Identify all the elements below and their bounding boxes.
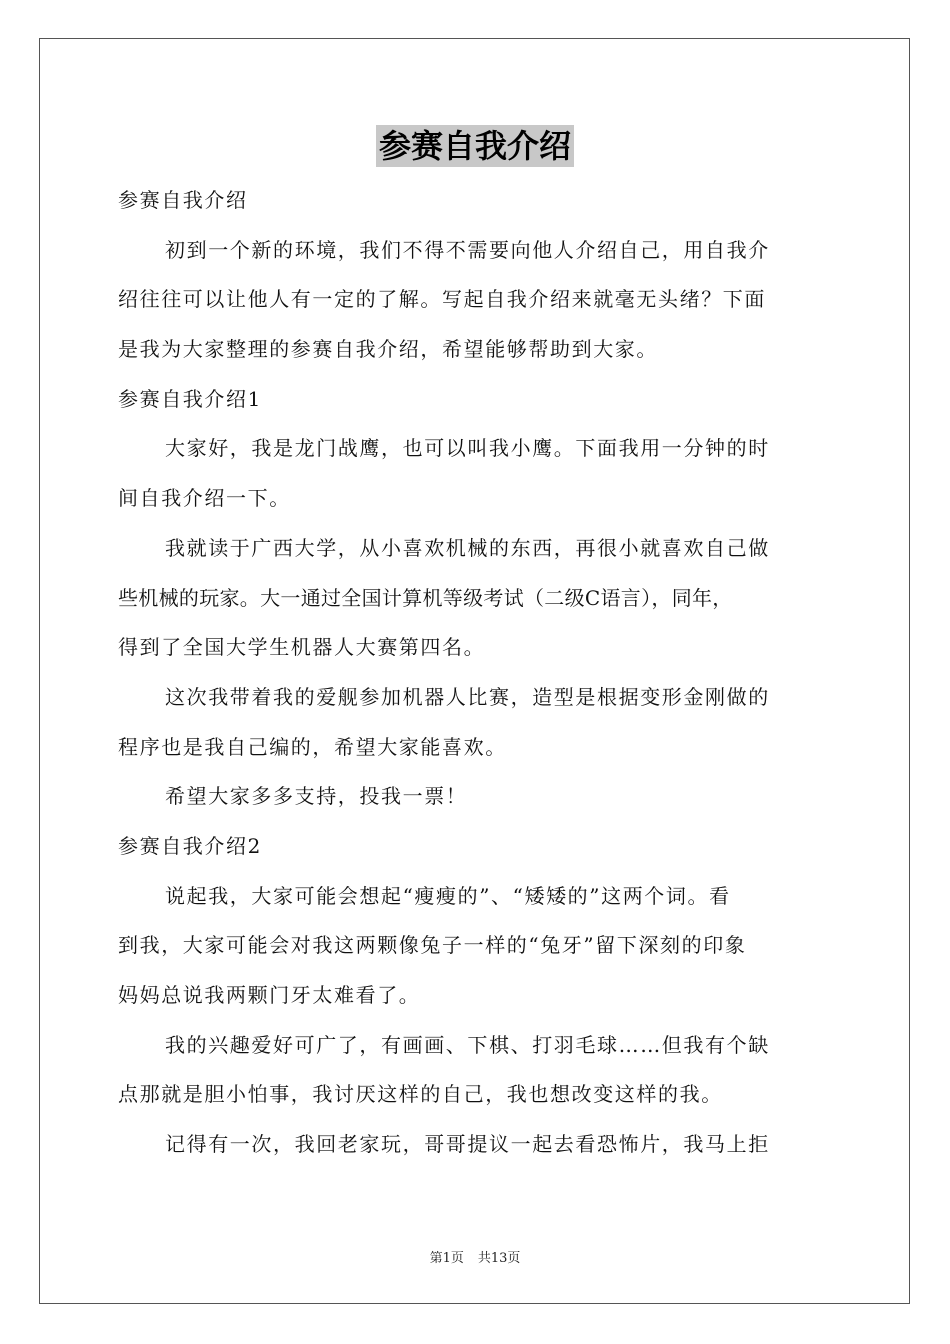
text-line: 些机械的玩家。大一通过全国计算机等级考试（二级C语言），同年， [118, 585, 733, 610]
text-line: 是我为大家整理的参赛自我介绍，希望能够帮助到大家。 [118, 337, 658, 362]
title-container [0, 125, 950, 167]
page-total: 共13页 [477, 1251, 521, 1266]
text-line: 间自我介绍一下。 [118, 486, 291, 511]
page-number: 第1页 [429, 1251, 464, 1266]
page-footer [0, 1247, 950, 1266]
document-body [118, 176, 830, 1170]
text-line: 到我，大家可能会对我这两颗像兔子一样的“兔牙”留下深刻的印象 [118, 933, 747, 958]
text-line: 参赛自我介绍2 [118, 833, 262, 858]
text-line: 绍往往可以让他人有一定的了解。写起自我介绍来就毫无头绪？下面 [118, 287, 766, 312]
text-line: 记得有一次，我回老家玩，哥哥提议一起去看恐怖片，我马上拒 [165, 1132, 770, 1157]
text-line: 我的兴趣爱好可广了，有画画、下棋、打羽毛球……但我有个缺 [165, 1032, 770, 1057]
text-line: 说起我，大家可能会想起“瘦瘦的”、“矮矮的”这两个词。看 [165, 883, 731, 908]
document-title: 参赛自我介绍 [376, 125, 574, 167]
text-line: 参赛自我介绍 [118, 188, 248, 212]
text-line: 这次我带着我的爱舰参加机器人比赛，造型是根据变形金刚做的 [165, 684, 770, 709]
text-line: 得到了全国大学生机器人大赛第四名。 [118, 635, 486, 660]
text-line: 妈妈总说我两颗门牙太难看了。 [118, 983, 421, 1007]
text-line: 初到一个新的环境，我们不得不需要向他人介绍自己，用自我介 [165, 237, 770, 262]
text-line: 参赛自我介绍1 [118, 386, 262, 411]
text-line: 我就读于广西大学，从小喜欢机械的东西，再很小就喜欢自己做 [165, 535, 770, 560]
text-line: 程序也是我自己编的，希望大家能喜欢。 [118, 734, 507, 759]
text-line: 大家好，我是龙门战鹰，也可以叫我小鹰。下面我用一分钟的时 [165, 436, 770, 461]
text-line: 点那就是胆小怕事，我讨厌这样的自己，我也想改变这样的我。 [118, 1082, 723, 1107]
text-line: 希望大家多多支持，投我一票！ [165, 784, 468, 809]
